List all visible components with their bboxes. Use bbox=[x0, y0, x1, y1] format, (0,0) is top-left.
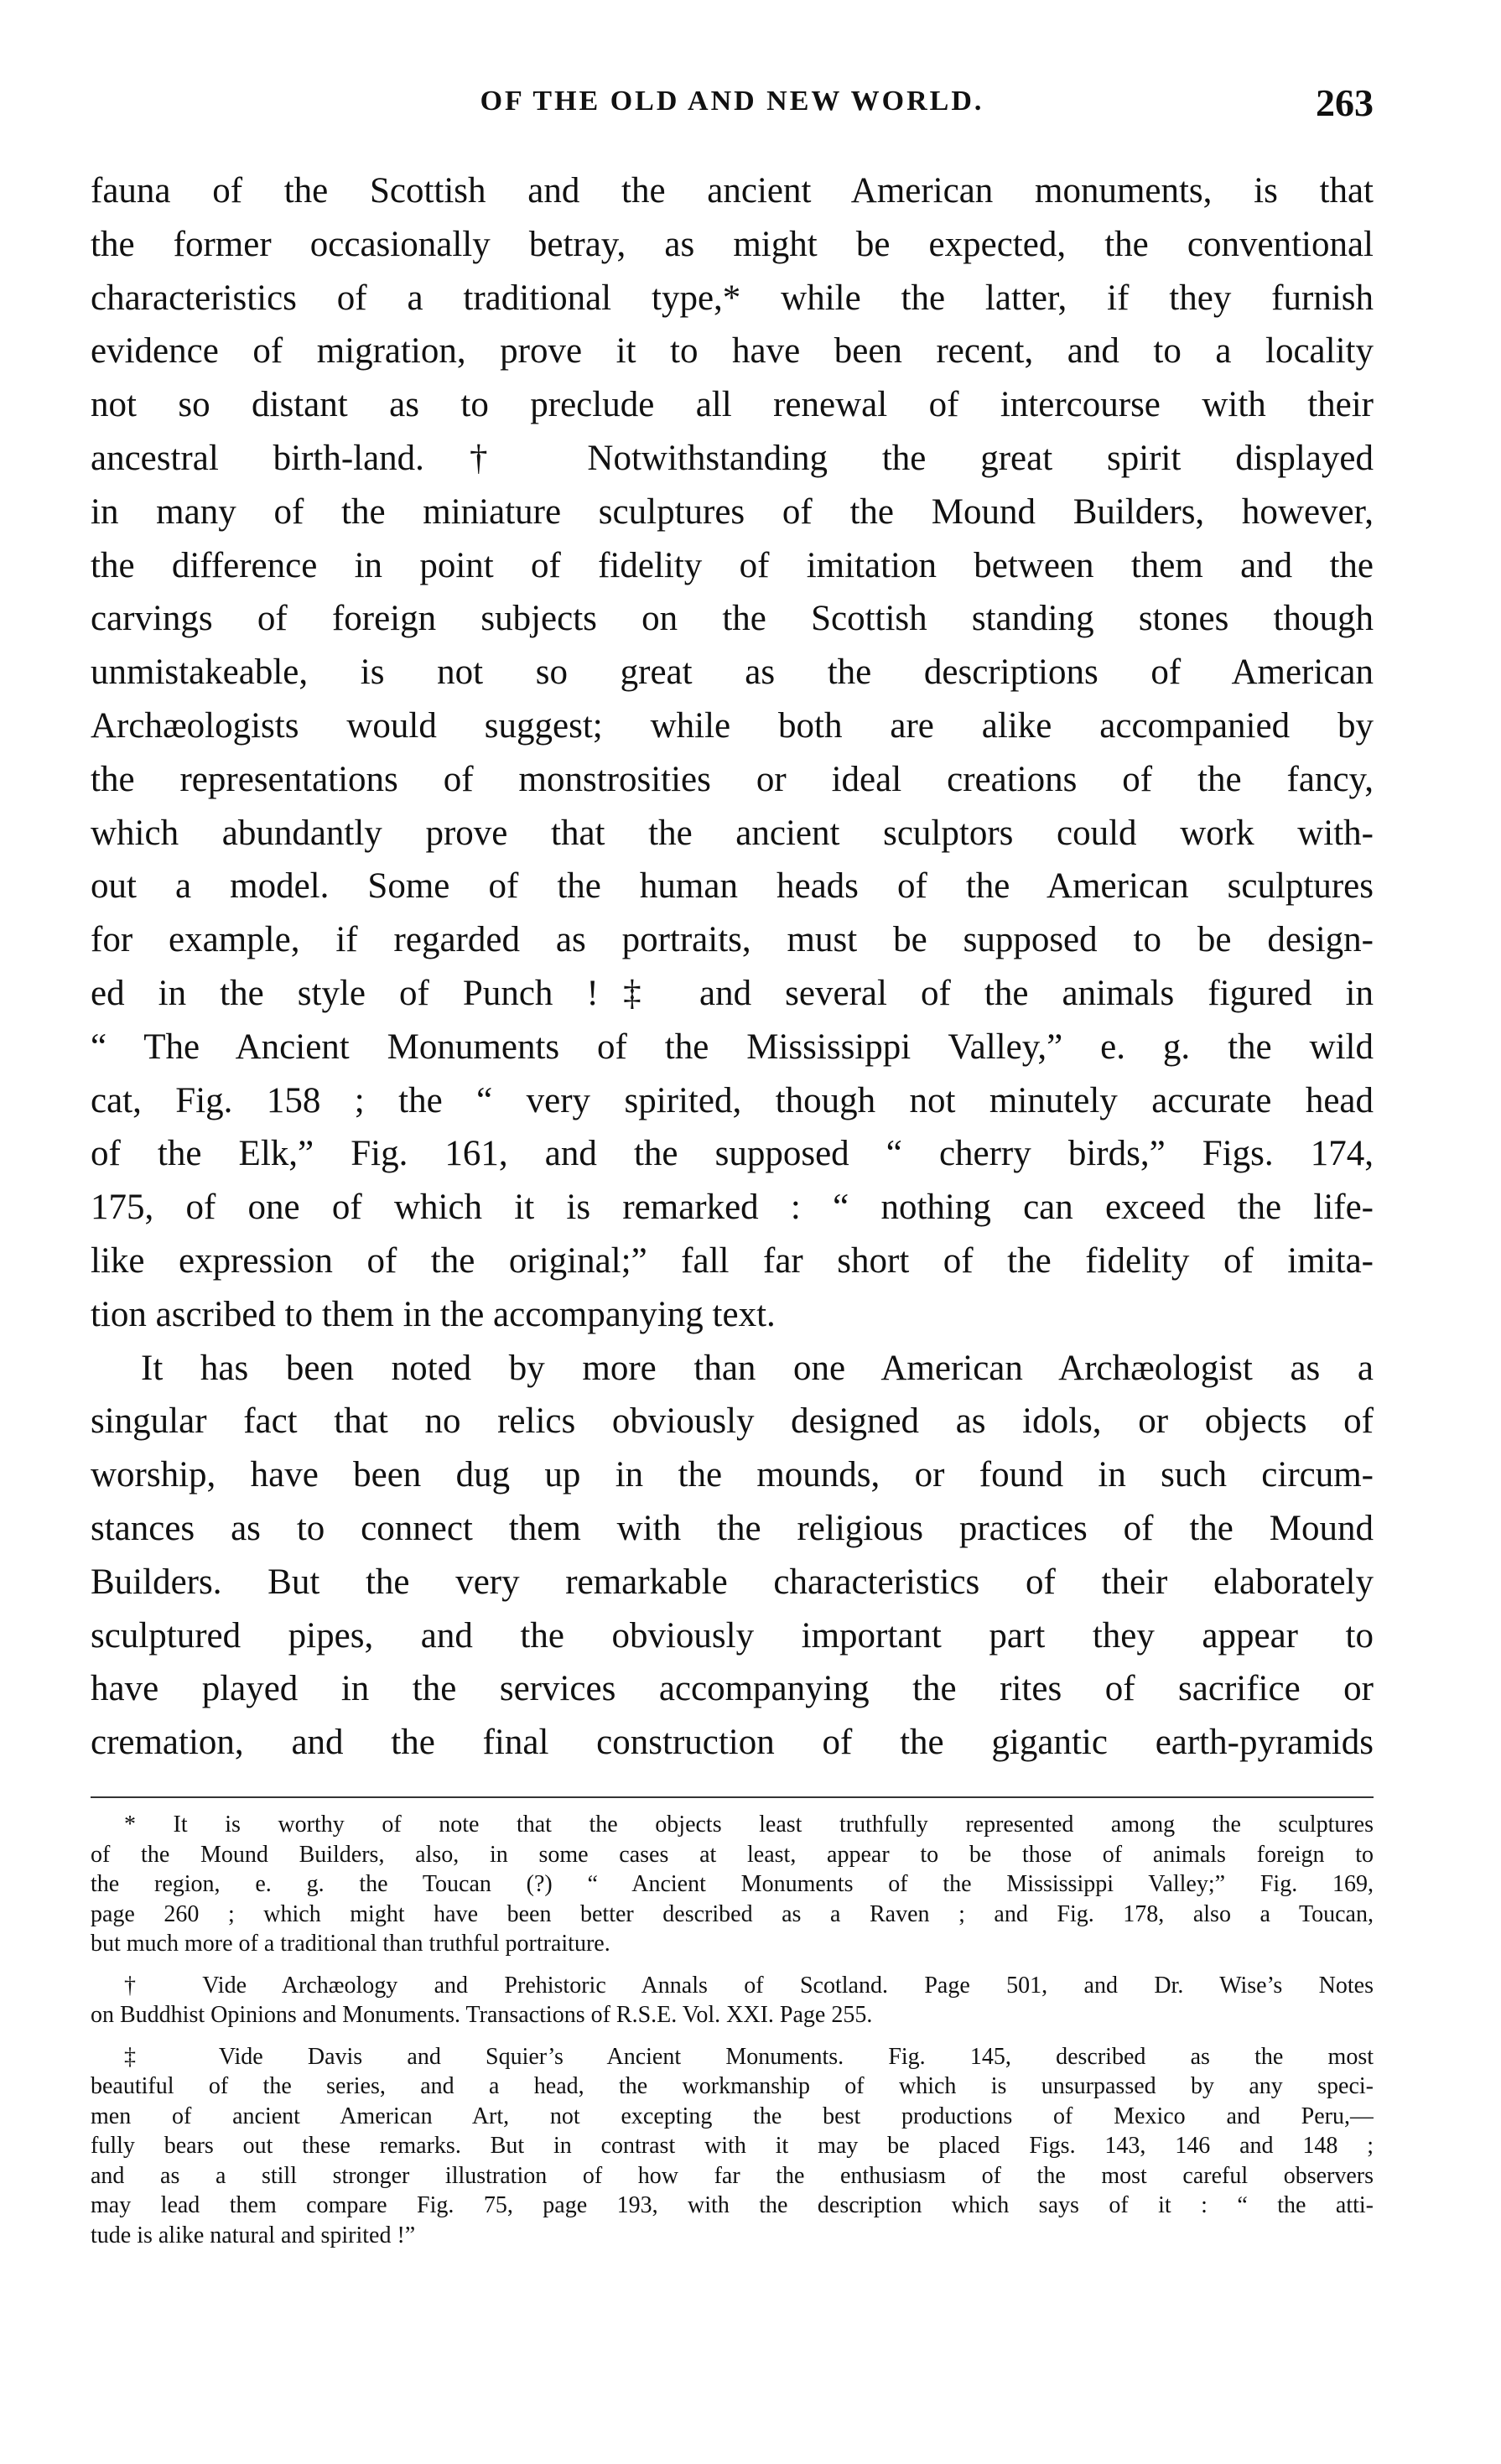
footnote-rule bbox=[91, 1796, 1374, 1798]
footnote-line: fully bears out these remarks. But in contrast with it may be placed Figs. 143, 146 and 148 ; bbox=[91, 2133, 1374, 2159]
body-line: Archæologists would suggest; while both are alike accompanied by bbox=[91, 705, 1374, 746]
footnote-line: the region, e. g. the Toucan (?) “ Ancient Monuments of the Mississippi Valley;” Fig. 169, bbox=[91, 1871, 1374, 1897]
body-line: which abundantly prove that the ancient sculptors could work with- bbox=[91, 813, 1374, 853]
body-line: the former occasionally betray, as might be expected, the conventional bbox=[91, 224, 1374, 264]
body-line: ancestral birth-land.† Notwithstanding the great spirit displayed bbox=[91, 438, 1374, 478]
body-line: 175, of one of which it is remarked : “ nothing can exceed the life- bbox=[91, 1188, 1374, 1228]
body-line: evidence of migration, prove it to have been recent, and to a locality bbox=[91, 331, 1374, 372]
body-line: cremation, and the final construction of the gigantic earth-pyramids bbox=[91, 1723, 1374, 1763]
body-line: in many of the miniature sculptures of the Mound Builders, however, bbox=[91, 491, 1374, 532]
body-line: It has been noted by more than one American Archæologist as a bbox=[141, 1348, 1374, 1388]
body-line: singular fact that no relics obviously designed as idols, or objects of bbox=[91, 1401, 1374, 1442]
body-line: carvings of foreign subjects on the Scottish standing stones though bbox=[91, 599, 1374, 639]
footnote-line: * It is worthy of note that the objects least truthfully represented among the sculptures bbox=[124, 1812, 1374, 1838]
footnote-double-dagger bbox=[91, 2042, 1374, 2251]
body-text bbox=[91, 164, 1374, 1770]
running-title: OF THE OLD AND NEW WORLD. bbox=[480, 86, 984, 117]
footnote-line: but much more of a traditional than truthful portraiture. bbox=[91, 1931, 610, 1957]
body-line: of the Elk,” Fig. 161, and the supposed “ cherry birds,” Figs. 174, bbox=[91, 1134, 1374, 1174]
paragraph-2 bbox=[91, 1342, 1374, 1770]
body-line: tion ascribed to them in the accompanying text. bbox=[91, 1294, 776, 1334]
footnote-line: and as a still stronger illustration of how far the enthusiasm of the most careful observers bbox=[91, 2162, 1374, 2189]
page-number: 263 bbox=[1316, 81, 1374, 124]
footnote-line: on Buddhist Opinions and Monuments. Transactions of R.S.E. Vol. XXI. Page 255. bbox=[91, 2002, 873, 2028]
body-line: ed in the style of Punch !‡ and several of the animals figured in bbox=[91, 973, 1374, 1013]
footnote-dagger bbox=[91, 1971, 1374, 2030]
footnote-line: of the Mound Builders, also, in some cases at least, appear to be those of animals foreign to bbox=[91, 1841, 1374, 1868]
body-line: “ The Ancient Monuments of the Mississippi Valley,” e. g. the wild bbox=[91, 1027, 1374, 1067]
body-line: the representations of monstrosities or ideal creations of the fancy, bbox=[91, 759, 1374, 799]
body-line: cat, Fig. 158 ; the “ very spirited, though not minutely accurate head bbox=[91, 1080, 1374, 1120]
footnote-line: tude is alike natural and spirited !” bbox=[91, 2222, 416, 2248]
footnotes bbox=[91, 1810, 1374, 2262]
footnote-line: men of ancient American Art, not excepting the best productions of Mexico and Peru,— bbox=[91, 2103, 1374, 2129]
body-line: stances as to connect them with the religious practices of the Mound bbox=[91, 1508, 1374, 1548]
footnote-line: ‡ Vide Davis and Squier’s Ancient Monuments. Fig. 145, described as the most bbox=[124, 2043, 1374, 2070]
body-line: sculptured pipes, and the obviously important part they appear to bbox=[91, 1615, 1374, 1656]
body-line: have played in the services accompanying the rites of sacrifice or bbox=[91, 1669, 1374, 1709]
paragraph-1 bbox=[91, 164, 1374, 1342]
body-line: like expression of the original;” fall far short of the fidelity of imita- bbox=[91, 1240, 1374, 1281]
body-line: for example, if regarded as portraits, must be supposed to be design- bbox=[91, 920, 1374, 960]
running-head bbox=[91, 81, 1374, 134]
body-line: unmistakeable, is not so great as the descriptions of American bbox=[91, 652, 1374, 693]
body-line: the difference in point of fidelity of imitation between them and the bbox=[91, 545, 1374, 585]
body-line: Builders. But the very remarkable characteristics of their elaborately bbox=[91, 1562, 1374, 1602]
body-line: characteristics of a traditional type,* while the latter, if they furnish bbox=[91, 278, 1374, 318]
footnote-line: page 260 ; which might have been better described as a Raven ; and Fig. 178, also a Toucan, bbox=[91, 1900, 1374, 1927]
body-line: not so distant as to preclude all renewal of intercourse with their bbox=[91, 385, 1374, 425]
footnote-line: may lead them compare Fig. 75, page 193, with the description which says of it : “ the atti- bbox=[91, 2192, 1374, 2218]
footnote-star bbox=[91, 1810, 1374, 1959]
footnote-line: beautiful of the series, and a head, the workmanship of which is unsurpassed by any speci- bbox=[91, 2073, 1374, 2099]
body-line: worship, have been dug up in the mounds, or found in such circum- bbox=[91, 1455, 1374, 1495]
body-line: fauna of the Scottish and the ancient American monuments, is that bbox=[91, 171, 1374, 211]
body-line: out a model. Some of the human heads of the American sculptures bbox=[91, 866, 1374, 907]
footnote-line: † Vide Archæology and Prehistoric Annals of Scotland. Page 501, and Dr. Wise’s Notes bbox=[124, 1972, 1374, 1999]
